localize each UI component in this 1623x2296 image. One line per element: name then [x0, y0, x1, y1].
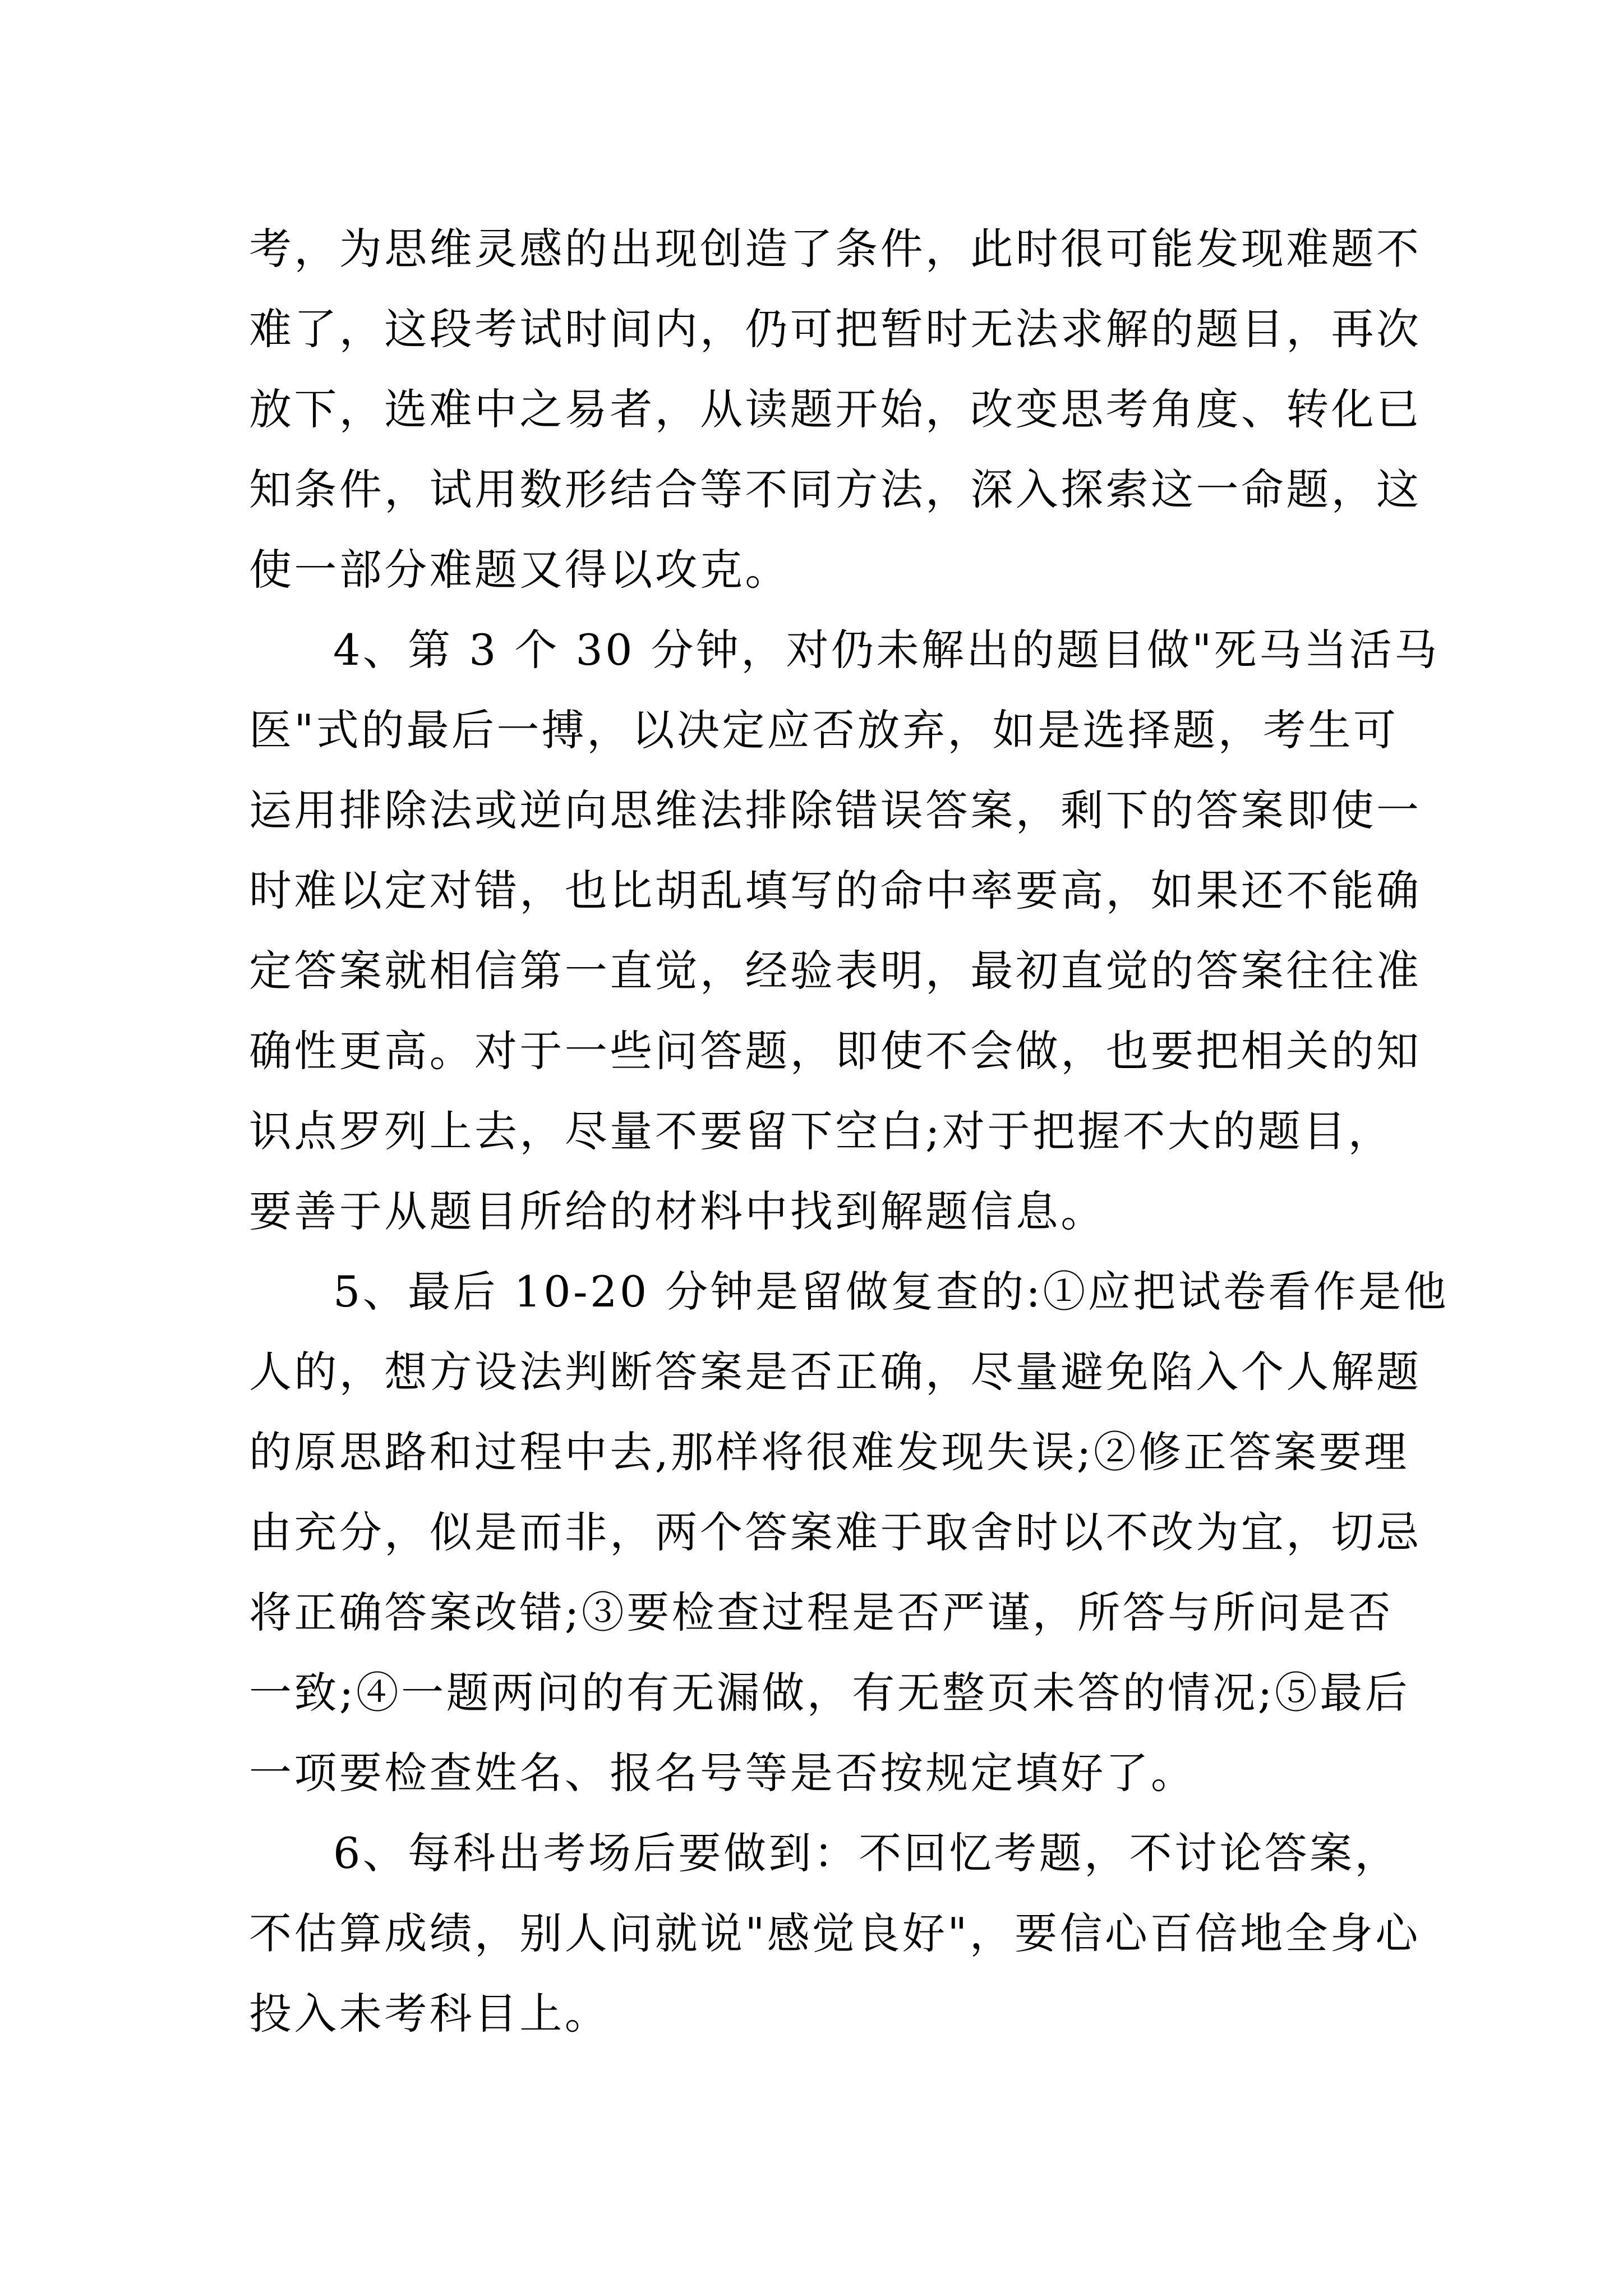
paragraph-line: 投入未考科目上。 [249, 1989, 610, 2039]
paragraph-line: 定答案就相信第一直觉，经验表明，最初直觉的答案往往准 [249, 946, 1422, 996]
paragraph-line: 一致;④一题两问的有无漏做，有无整页未答的情况;⑤最后 [249, 1668, 1410, 1718]
paragraph-line: 5、最后 10-20 分钟是留做复查的:①应把试卷看作是他 [333, 1267, 1449, 1317]
paragraph-line: 不估算成绩，别人问就说"感觉良好"，要信心百倍地全身心 [249, 1908, 1421, 1958]
paragraph-line: 要善于从题目所给的材料中找到解题信息。 [249, 1186, 1106, 1236]
paragraph-line: 4、第 3 个 30 分钟，对仍未解出的题目做"死马当活马 [333, 625, 1440, 675]
paragraph-line: 的原思路和过程中去,那样将很难发现失误;②修正答案要理 [249, 1427, 1409, 1477]
paragraph-line: 医"式的最后一搏，以决定应否放弃，如是选择题，考生可 [249, 705, 1399, 755]
paragraph-line: 使一部分难题又得以攻克。 [249, 545, 790, 595]
paragraph-line: 考，为思维灵感的出现创造了条件，此时很可能发现难题不 [249, 224, 1422, 274]
paragraph-line: 6、每科出考场后要做到：不回忆考题，不讨论答案， [333, 1828, 1400, 1878]
paragraph-line: 时难以定对错，也比胡乱填写的命中率要高，如果还不能确 [249, 866, 1422, 915]
document-body [249, 209, 1449, 2054]
paragraph-line: 难了，这段考试时间内，仍可把暂时无法求解的题目，再次 [249, 304, 1422, 354]
paragraph-line: 确性更高。对于一些问答题，即使不会做，也要把相关的知 [249, 1026, 1422, 1076]
paragraph-line: 由充分，似是而非，两个答案难于取舍时以不改为宜，切忌 [249, 1507, 1422, 1557]
paragraph-line: 放下，选难中之易者，从读题开始，改变思考角度、转化已 [249, 384, 1422, 434]
paragraph-line: 一项要检查姓名、报名号等是否按规定填好了。 [249, 1748, 1196, 1798]
paragraph-line: 将正确答案改错;③要检查过程是否严谨，所答与所问是否 [249, 1588, 1394, 1637]
paragraph-line: 识点罗列上去，尽量不要留下空白;对于把握不大的题目， [249, 1106, 1394, 1156]
paragraph-line: 人的，想方设法判断答案是否正确，尽量避免陷入个人解题 [249, 1347, 1422, 1397]
paragraph-line: 知条件，试用数形结合等不同方法，深入探索这一命题，这 [249, 464, 1422, 514]
paragraph-line: 运用排除法或逆向思维法排除错误答案，剩下的答案即使一 [249, 785, 1422, 835]
